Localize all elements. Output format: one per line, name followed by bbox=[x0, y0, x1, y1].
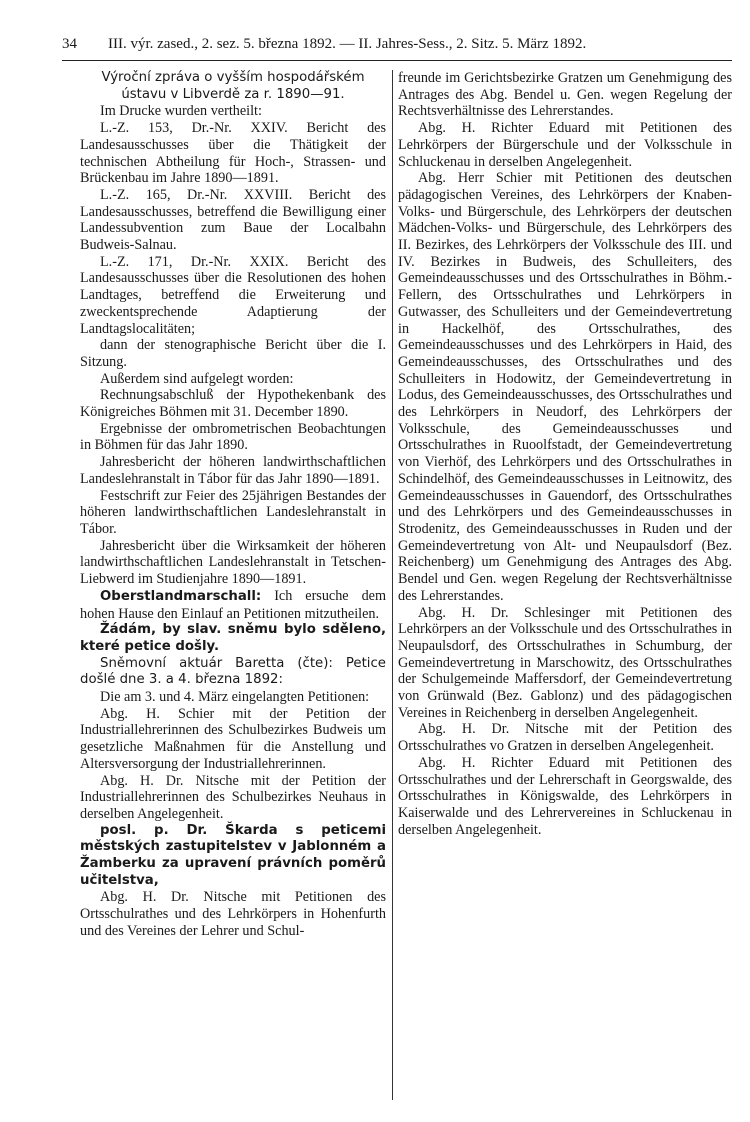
paragraph-text: L.-Z. 171, Dr.-Nr. XXIX. Bericht des Landesausschusses über die Resolutionen des hohen Landtages, betreffend die Erweiterung und zweckentsprechende Adaptierung der Landtagslocalitäten; bbox=[80, 253, 386, 337]
running-header bbox=[62, 36, 732, 58]
left-column-paragraph bbox=[80, 103, 386, 120]
paragraph-text: dann der stenographische Bericht über die I. Sitzung. bbox=[80, 337, 386, 370]
paragraph-text: Žádám, by slav. sněmu bylo sděleno, které petice došly. bbox=[80, 622, 386, 654]
paragraph-text: Ergebnisse der ombrometrischen Beobachtungen in Böhmen für das Jahr 1890. bbox=[80, 420, 386, 454]
paragraph-text: Abg. Herr Schier mit Petitionen des deutschen pädagogischen Vereines, des Lehrkörpers der Knaben-Volks- und Bürgerschule, des Lehrkörpers der deutschen Mädchen-Volks- und Bürgerschule, des Lehrkörpers des II. Bezirkes, des Lehrkörpers der Volksschule des III. und IV. Bezirkes in Budweis, des Schulleiters, des Gemeindeausschusses und des Ortsschulrathes in Böhm.-Fellern, des Ortsschulrathes und Lehrkörpers in Gutwasser, des Schulleiters und der Gemeindevertretung in Hackelhöf, des Ortsschulrathes, des Gemeindeausschusses und des Lehrkörpers in Haid, des Gemeindeausschusses, des Ortsschulrathes und des Schulleiters in Hodowitz, der Gemeindevertretung in Lodus, des Gemeindeausschusses, des Ortsschulrathes und des Lehrkörpers in Neudorf, des Lehrkörpers der Volksschule, des Gemeindeausschusses und Ortsschulrathes in Ruoolfstadt, der Gemeindevertretung von Vierhöf, des Lehrkörpers und des Ortsschulrathes in Schindelhöf, des Gemeindeausschusses in Leitnowitz, des Gemeindeausschusses in Gauendorf, des Ortsschulrathes und des Lehrkörpers und des Gemeindeausschusses in Strodenitz, des Gemeindeausschusses in Ruden und der Gemeindevertretung von Alt- und Neupaulsdorf (Bez. Reichenberg) um Genehmigung des Antrages des Abg. Bendel und Gen. wegen Regelung der Rechtsverhältnisse des Lehrerstandes. bbox=[398, 170, 732, 604]
right-column-paragraph bbox=[398, 170, 732, 604]
right-column-paragraph bbox=[398, 605, 732, 722]
left-column-paragraph bbox=[80, 622, 386, 655]
left-column-paragraph bbox=[80, 538, 386, 588]
running-title: III. výr. zased., 2. sez. 5. března 1892. — II. Jahres-Sess., 2. Sitz. 5. März 1892. bbox=[108, 36, 587, 52]
paragraph-text: freunde im Gerichtsbezirke Gratzen um Genehmigung des Antrages des Abg. Bendel u. Gen. wegen Regelung der Rechtsverhältnisse des Lehrerstandes. bbox=[398, 70, 732, 120]
paragraph-text: L.-Z. 165, Dr.-Nr. XXVIII. Bericht des Landesausschusses, betreffend die Bewilligung einer Landessubvention zum Baue der Localbahn Budweis-Salnau. bbox=[80, 186, 386, 254]
speaker-name: Oberstlandmarschall: bbox=[100, 588, 262, 604]
left-column-paragraph bbox=[80, 656, 386, 689]
right-column-paragraph bbox=[398, 120, 732, 170]
right-column bbox=[398, 70, 732, 838]
column-divider bbox=[392, 70, 393, 1100]
left-column-paragraph bbox=[80, 120, 386, 187]
paragraph-text: Rechnungsabschluß der Hypothekenbank des Königreiches Böhmen mit 31. December 1890. bbox=[80, 387, 386, 421]
left-column-paragraph bbox=[80, 588, 386, 622]
paragraph-text: posl. p. Dr. Škarda s peticemi městských zastupitelstev v Jablonném a Žamberku za upravení právních poměrů učitelstva, bbox=[80, 822, 386, 888]
right-column-paragraph bbox=[398, 721, 732, 754]
left-column-paragraph bbox=[80, 387, 386, 420]
header-rule bbox=[62, 60, 732, 61]
left-column-paragraph bbox=[80, 823, 386, 890]
left-column bbox=[80, 70, 386, 940]
paragraph-text: Abg. H. Dr. Schlesinger mit Petitionen des Lehrkörpers an der Volksschule und des Ortsschulrathes in Neupaulsdorf, des Ortsschulrathes in Schumburg, der Gemeindevertretung in Marschowitz, des Ortsschulrathes der Schulgemeinde Maffersdorf, der Gemeindevertretung von Grünwald (Bez. Gablonz) und des pädagogischen Vereines in Reichenberg in derselben Angelegenheit. bbox=[398, 604, 732, 721]
paragraph-text: L.-Z. 153, Dr.-Nr. XXIV. Bericht des Landesausschusses über die Thätigkeit der technischen Abtheilung für Hoch-, Strassen- und Brückenbau im Jahre 1890—1891. bbox=[80, 120, 386, 187]
paragraph-text: Abg. H. Richter Eduard mit Petitionen des Ortsschulrathes und der Lehrerschaft in Georgswalde, des Ortsschulrathes in Königswalde, des Lehrkörpers in Kaiserwalde und des Lehrervereines in Schluckenau in derselben Angelegenheit. bbox=[398, 754, 732, 838]
left-column-paragraph bbox=[80, 371, 386, 388]
left-column-paragraph bbox=[80, 488, 386, 538]
paragraph-text: Abg. H. Dr. Nitsche mit der Petition des Ortsschulrathes vo Gratzen in derselben Angelegenheit. bbox=[398, 721, 732, 755]
paragraph-text: Ich ersuche dem hohen Hause den Einlauf an Petitionen mitzutheilen. bbox=[80, 587, 386, 622]
paragraph-text: Im Drucke wurden vertheilt: bbox=[100, 103, 262, 120]
paragraph-text: Die am 3. und 4. März eingelangten Petitionen: bbox=[100, 689, 370, 706]
left-column-paragraph bbox=[80, 421, 386, 454]
paragraph-text: Abg. H. Schier mit der Petition der Industriallehrerinnen des Schulbezirkes Budweis um gesetzliche Maßnahmen für die Anstellung und Altersversorgung der Industriallehrerinnen. bbox=[80, 705, 386, 772]
right-column-paragraph bbox=[398, 755, 732, 839]
paragraph-text: Festschrift zur Feier des 25jährigen Bestandes der höheren landwirthschaftlichen Landeslehranstalt in Tábor. bbox=[80, 487, 386, 537]
paragraph-text: Abg. H. Dr. Nitsche mit der Petition der Industriallehrerinnen des Schulbezirkes Neuhaus in derselben Angelegenheit. bbox=[80, 772, 386, 822]
paragraph-text: Jahresbericht über die Wirksamkeit der höheren landwirthschaftlichen Landeslehranstalt in Tetschen-Liebwerd im Studienjahre 1890—1891. bbox=[80, 537, 386, 588]
left-column-paragraph bbox=[80, 889, 386, 939]
paragraph-text: Jahresbericht der höheren landwirthschaftlichen Landeslehranstalt in Tábor für das Jahr 1890—1891. bbox=[80, 454, 386, 487]
right-column-paragraph bbox=[398, 70, 732, 120]
paragraph-text: Abg. H. Dr. Nitsche mit Petitionen des Ortsschulrathes und des Lehrkörpers in Hohenfurth und des Vereines der Lehrer und Schul- bbox=[80, 889, 386, 939]
paragraph-text: Sněmovní aktuár Baretta (čte): Petice došlé dne 3. a 4. března 1892: bbox=[80, 655, 386, 688]
left-column-paragraph bbox=[80, 773, 386, 823]
left-column-paragraph bbox=[80, 70, 386, 103]
left-column-paragraph bbox=[80, 187, 386, 254]
left-column-paragraph bbox=[80, 254, 386, 338]
paragraph-text: Abg. H. Richter Eduard mit Petitionen des Lehrkörpers der Bürgerschule und der Volksschule in Schluckenau in derselben Angelegenheit. bbox=[398, 120, 732, 170]
left-column-paragraph bbox=[80, 454, 386, 487]
left-column-paragraph bbox=[80, 337, 386, 370]
paragraph-text: Výroční zpráva o vyšším hospodářském ústavu v Libverdě za r. 1890—91. bbox=[101, 70, 365, 102]
left-column-paragraph bbox=[80, 706, 386, 773]
page-number: 34 bbox=[62, 36, 77, 52]
left-column-paragraph bbox=[80, 689, 386, 706]
paragraph-text: Außerdem sind aufgelegt worden: bbox=[100, 370, 294, 387]
